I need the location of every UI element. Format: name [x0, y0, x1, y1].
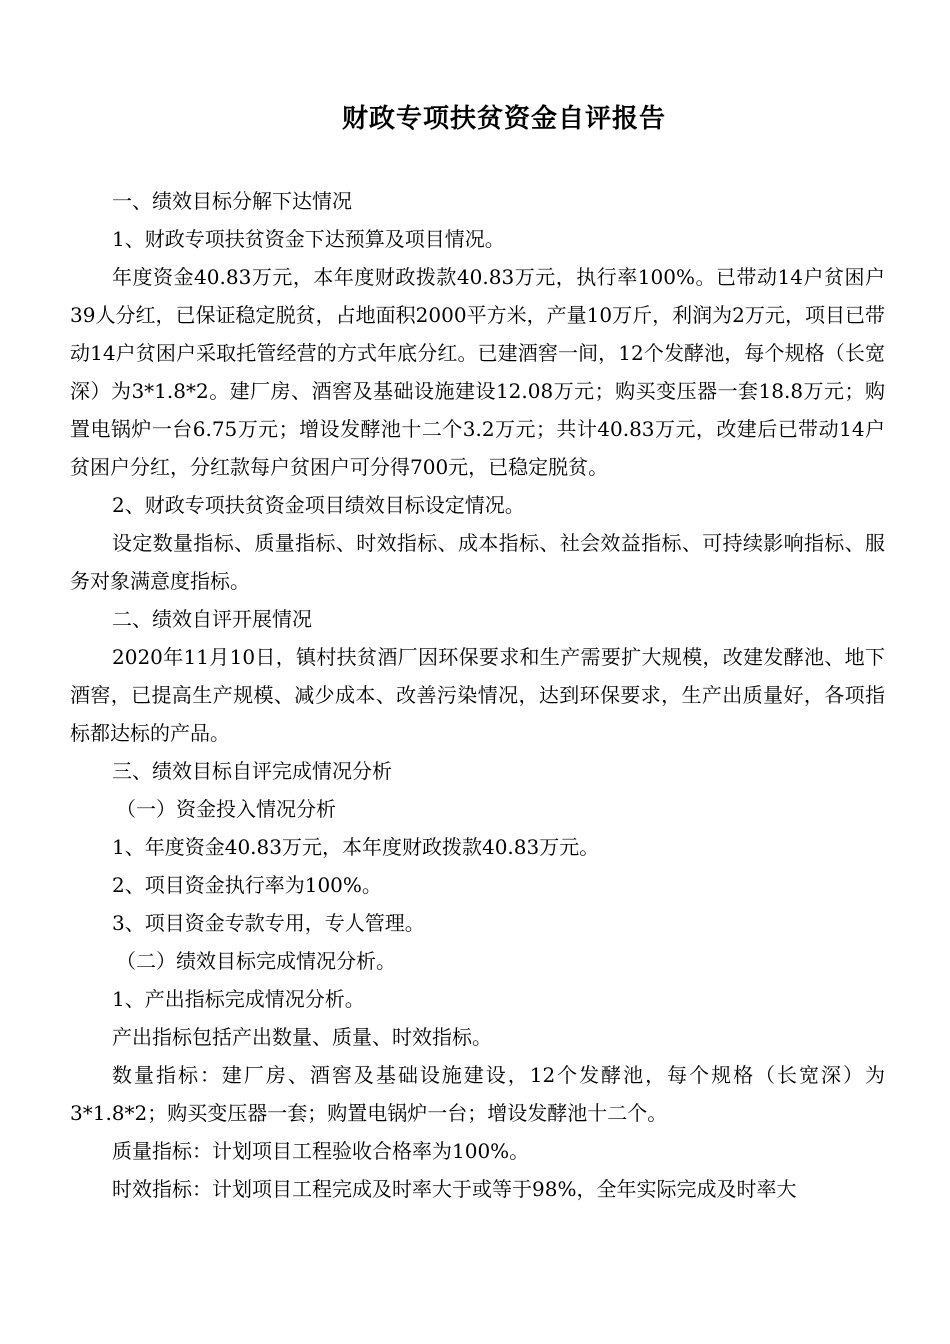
section-heading-2: 二、绩效自评开展情况 [112, 607, 312, 631]
body-paragraph: 设定数量指标、质量指标、时效指标、成本指标、社会效益指标、可持续影响指标、服务对象满意度指标。 [70, 531, 885, 593]
subsection-heading: 1、产出指标完成情况分析。 [112, 987, 365, 1011]
list-item: 1、年度资金40.83万元，本年度财政拨款40.83万元。 [112, 835, 600, 859]
subsection-heading: （一）资金投入情况分析 [116, 797, 336, 821]
body-paragraph: 数量指标：建厂房、酒窖及基础设施建设，12个发酵池，每个规格（长宽深）为3*1.8*2；购买变压器一套；购置电锅炉一台；增设发酵池十二个。 [70, 1063, 885, 1125]
section-heading-1: 一、绩效目标分解下达情况 [112, 189, 352, 213]
document-body [70, 182, 885, 1208]
body-paragraph: 质量指标：计划项目工程验收合格率为100%。 [112, 1139, 530, 1163]
list-item: 3、项目资金专款专用，专人管理。 [112, 911, 425, 935]
body-paragraph: 2020年11月10日，镇村扶贫酒厂因环保要求和生产需要扩大规模，改建发酵池、地下酒窖，已提高生产规模、减少成本、改善污染情况，达到环保要求，生产出质量好，各项指标都达标的产品。 [70, 645, 885, 745]
body-paragraph: 年度资金40.83万元，本年度财政拨款40.83万元，执行率100%。已带动14户贫困户39人分红，已保证稳定脱贫，占地面积2000平方米，产量10万斤，利润为2万元，项目已带动14户贫困户采取托管经营的方式年底分红。已建酒窖一间，12个发酵池，每个规格（长宽深）为3*1.8*2。建厂房、酒窖及基础设施建设12.08万元；购买变压器一套18.8万元；购置电锅炉一台6.75万元；增设发酵池十二个3.2万元；共计40.83万元，改建后已带动14户贫困户分红，分红款每户贫困户可分得700元，已稳定脱贫。 [70, 265, 885, 479]
list-item: 2、项目资金执行率为100%。 [112, 873, 382, 897]
document-title: 财政专项扶贫资金自评报告 [341, 104, 666, 134]
subsection-heading: 2、财政专项扶贫资金项目绩效目标设定情况。 [112, 493, 525, 517]
body-paragraph: 时效指标：计划项目工程完成及时率大于或等于98%，全年实际完成及时率大 [112, 1177, 797, 1201]
section-heading-3: 三、绩效目标自评完成情况分析 [112, 759, 392, 783]
subsection-heading: （二）绩效目标完成情况分析。 [116, 949, 396, 973]
subsection-heading: 1、财政专项扶贫资金下达预算及项目情况。 [112, 227, 505, 251]
body-paragraph: 产出指标包括产出数量、质量、时效指标。 [112, 1025, 492, 1049]
